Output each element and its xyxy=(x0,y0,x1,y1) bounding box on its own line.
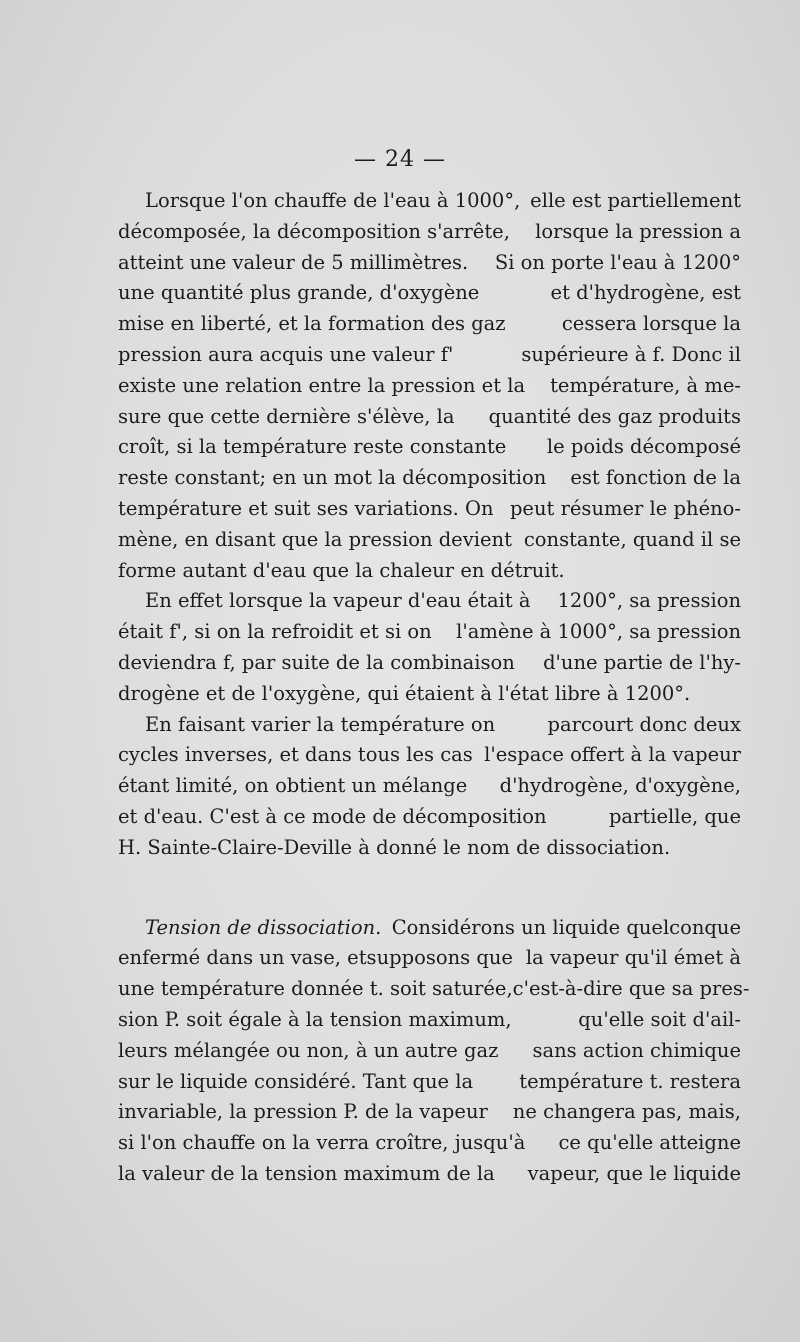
text-segment: quantité des gaz produits xyxy=(488,404,741,428)
page-number: — 24 — xyxy=(354,147,446,172)
text-line xyxy=(118,1005,741,1036)
paragraph-2 xyxy=(118,586,741,709)
text-line xyxy=(118,740,741,771)
text-segment: vapeur, que le liquide xyxy=(527,1161,741,1185)
text-segment: partielle, que xyxy=(608,804,741,828)
text-line xyxy=(118,586,741,617)
text-line xyxy=(118,913,741,944)
text-segment: était f', si on la refroidit et si on xyxy=(118,620,432,644)
text-line xyxy=(118,186,741,217)
text-segment: sure que cette dernière s'élève, la xyxy=(118,404,455,428)
text-segment: cessera lorsque la xyxy=(561,312,741,336)
text-segment: En faisant varier la température on xyxy=(145,712,496,736)
text-line xyxy=(118,402,741,433)
text-segment: température, à me- xyxy=(550,373,741,397)
text-line xyxy=(118,679,741,710)
text-segment: si l'on chauffe on la verra croître, jusqu'à xyxy=(118,1131,526,1155)
text-line xyxy=(118,371,741,402)
text-segment: reste constant; en un mot la décomposition xyxy=(118,466,547,490)
text-segment: cycles inverses, et dans tous les cas xyxy=(118,743,473,767)
text-line xyxy=(118,617,741,648)
text-line xyxy=(118,340,741,371)
section-tension-de-dissociation xyxy=(118,913,750,1190)
text-line xyxy=(118,802,741,833)
text-segment: une quantité plus grande, d'oxygène xyxy=(118,281,480,305)
text-segment: mise en liberté, et la formation des gaz xyxy=(118,312,506,336)
text-line xyxy=(118,248,741,279)
text-line xyxy=(118,1036,741,1067)
text-segment: lorsque la pression a xyxy=(535,219,741,243)
text-segment: température t. restera xyxy=(519,1069,741,1093)
text-segment: Si on porte l'eau à 1200° xyxy=(494,250,741,274)
text-segment: sur le liquide considéré. Tant que la xyxy=(118,1069,474,1093)
text-segment: l'espace offert à la vapeur xyxy=(484,743,741,767)
text-segment: invariable, la pression P. de la vapeur xyxy=(118,1100,488,1124)
text-segment: l'amène à 1000°, sa pression xyxy=(456,620,741,644)
text-segment: la valeur de la tension maximum de la xyxy=(118,1161,495,1185)
text-segment: deviendra f, par suite de la combinaison xyxy=(118,650,515,674)
section-heading: Tension de dissociation. xyxy=(145,915,382,939)
text-segment: la vapeur qu'il émet à xyxy=(525,946,741,970)
text-segment: leurs mélangée ou non, à un autre gaz xyxy=(118,1038,499,1062)
text-segment: d'hydrogène, d'oxygène, xyxy=(499,774,741,798)
text-line xyxy=(118,974,750,1005)
paragraph-1 xyxy=(118,186,741,586)
text-segment: sans action chimique xyxy=(532,1038,741,1062)
text-segment: c'est-à-dire que sa pres- xyxy=(512,977,750,1001)
text-segment: pression aura acquis une valeur f' xyxy=(118,342,454,366)
text-line xyxy=(118,1067,741,1098)
text-segment: sion P. soit égale à la tension maximum, xyxy=(118,1007,512,1031)
text-line xyxy=(118,771,741,802)
text-segment: ne changera pas, mais, xyxy=(512,1100,741,1124)
text-segment: le poids décomposé xyxy=(546,435,741,459)
text-segment: constante, quand il se xyxy=(523,527,741,551)
text-line xyxy=(118,943,741,974)
text-line xyxy=(118,1097,741,1128)
text-segment: décomposée, la décomposition s'arrête, xyxy=(118,219,510,243)
text-segment: supérieure à f. Donc il xyxy=(521,342,741,366)
text-segment: est fonction de la xyxy=(570,466,741,490)
text-segment: elle est partiellement xyxy=(530,189,741,212)
text-line xyxy=(118,833,741,864)
text-line xyxy=(118,556,741,587)
text-segment: et d'hydrogène, est xyxy=(550,281,741,305)
text-segment: parcourt donc deux xyxy=(547,712,741,736)
text-line xyxy=(118,1128,741,1159)
text-segment: En effet lorsque la vapeur d'eau était à xyxy=(145,589,531,613)
text-segment: 1200°, sa pression xyxy=(557,589,741,613)
text-segment: et d'eau. C'est à ce mode de décomposition xyxy=(118,804,547,828)
text-segment: ce qu'elle atteigne xyxy=(558,1131,741,1155)
text-line xyxy=(118,494,741,525)
text-segment: enfermé dans un vase, etsupposons que xyxy=(118,946,513,970)
text-segment: atteint une valeur de 5 millimètres. xyxy=(118,250,469,274)
text-segment: forme autant d'eau que la chaleur en détruit. xyxy=(118,558,565,582)
section-spacer xyxy=(118,864,741,895)
text-segment: drogène et de l'oxygène, qui étaient à l'état libre à 1200°. xyxy=(118,681,691,705)
text-line xyxy=(118,648,741,679)
text-line xyxy=(118,710,741,741)
text-segment: d'une partie de l'hy- xyxy=(543,650,741,674)
text-segment: température et suit ses variations. On xyxy=(118,496,494,520)
text-segment: existe une relation entre la pression et la xyxy=(118,373,526,397)
text-segment: étant limité, on obtient un mélange xyxy=(118,774,468,798)
text-segment: une température donnée t. soit saturée, xyxy=(118,977,513,1001)
paragraph-3 xyxy=(118,710,741,864)
text-line xyxy=(118,217,741,248)
text-line xyxy=(118,463,741,494)
page-body xyxy=(118,186,750,1190)
text-line xyxy=(118,1159,741,1190)
text-line xyxy=(118,525,741,556)
text-segment: Considérons un liquide quelconque xyxy=(391,915,741,939)
text-line xyxy=(118,432,741,463)
text-line xyxy=(118,278,741,309)
text-segment: Lorsque l'on chauffe de l'eau à 1000°, xyxy=(145,189,521,212)
text-segment: mène, en disant que la pression devient xyxy=(118,527,512,551)
text-segment: peut résumer le phéno- xyxy=(509,496,741,520)
text-segment: qu'elle soit d'ail- xyxy=(578,1007,741,1031)
text-line xyxy=(118,309,741,340)
text-segment: croît, si la température reste constante xyxy=(118,435,507,459)
text-segment: H. Sainte-Claire-Deville à donné le nom de dissociation. xyxy=(118,835,671,859)
